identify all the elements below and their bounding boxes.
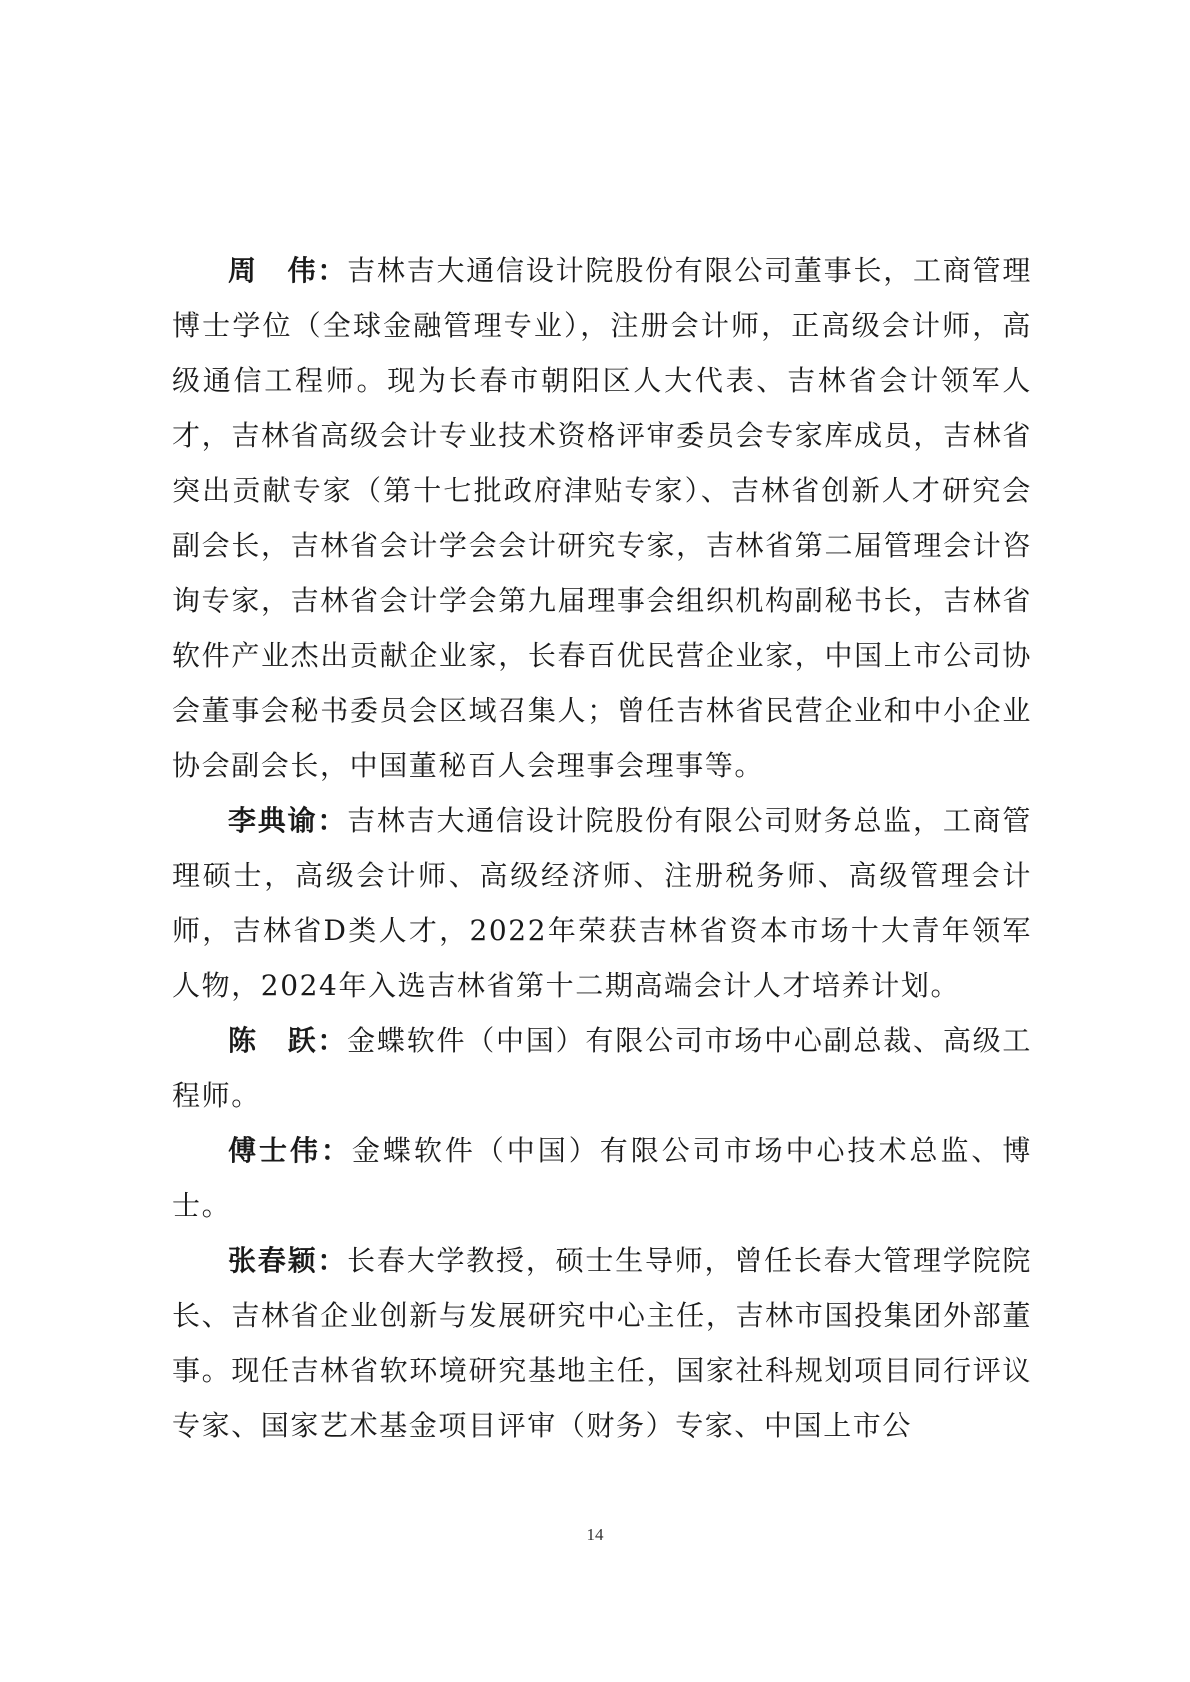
bio-text: 长春大学教授，硕士生导师，曾任长春大管理学院院长、吉林省企业创新与发展研究中心主任，吉林市国投集团外部董事。现任吉林省软环境研究基地主任，国家社科规划项目同行评议专家、国家艺术基金项目评审（财务）专家、中国上市公 <box>172 1244 1032 1442</box>
bio-zhang-chunying <box>172 1233 1032 1453</box>
bio-text: 吉林吉大通信设计院股份有限公司财务总监，工商管理硕士，高级会计师、高级经济师、注册税务师、高级管理会计师，吉林省D类人才，2022年荣获吉林省资本市场十大青年领军人物，2024年入选吉林省第十二期高端会计人才培养计划。 <box>172 804 1032 1002</box>
bio-text: 金蝶软件（中国）有限公司市场中心技术总监、博士。 <box>172 1134 1032 1222</box>
bio-zhou-wei <box>172 243 1032 793</box>
bio-name: 李典谕： <box>228 804 348 837</box>
bio-text: 吉林吉大通信设计院股份有限公司董事长，工商管理博士学位（全球金融管理专业），注册会计师，正高级会计师，高级通信工程师。现为长春市朝阳区人大代表、吉林省会计领军人才，吉林省高级会计专业技术资格评审委员会专家库成员，吉林省突出贡献专家（第十七批政府津贴专家）、吉林省创新人才研究会副会长，吉林省会计学会会计研究专家，吉林省第二届管理会计咨询专家，吉林省会计学会第九届理事会组织机构副秘书长，吉林省软件产业杰出贡献企业家，长春百优民营企业家，中国上市公司协会董事会秘书委员会区域召集人；曾任吉林省民营企业和中小企业协会副会长，中国董秘百人会理事会理事等。 <box>172 254 1032 782</box>
document-body <box>172 243 1032 1453</box>
bio-name: 陈 跃： <box>228 1024 348 1057</box>
bio-li-dianyu <box>172 793 1032 1013</box>
bio-chen-yue <box>172 1013 1032 1123</box>
bio-text: 金蝶软件（中国）有限公司市场中心副总裁、高级工程师。 <box>172 1024 1032 1112</box>
bio-name: 周 伟： <box>228 254 348 287</box>
bio-name: 张春颖： <box>228 1244 348 1277</box>
bio-fu-shiwei <box>172 1123 1032 1233</box>
page-number: 14 <box>586 1525 604 1544</box>
bio-name: 傅士伟： <box>228 1134 352 1167</box>
